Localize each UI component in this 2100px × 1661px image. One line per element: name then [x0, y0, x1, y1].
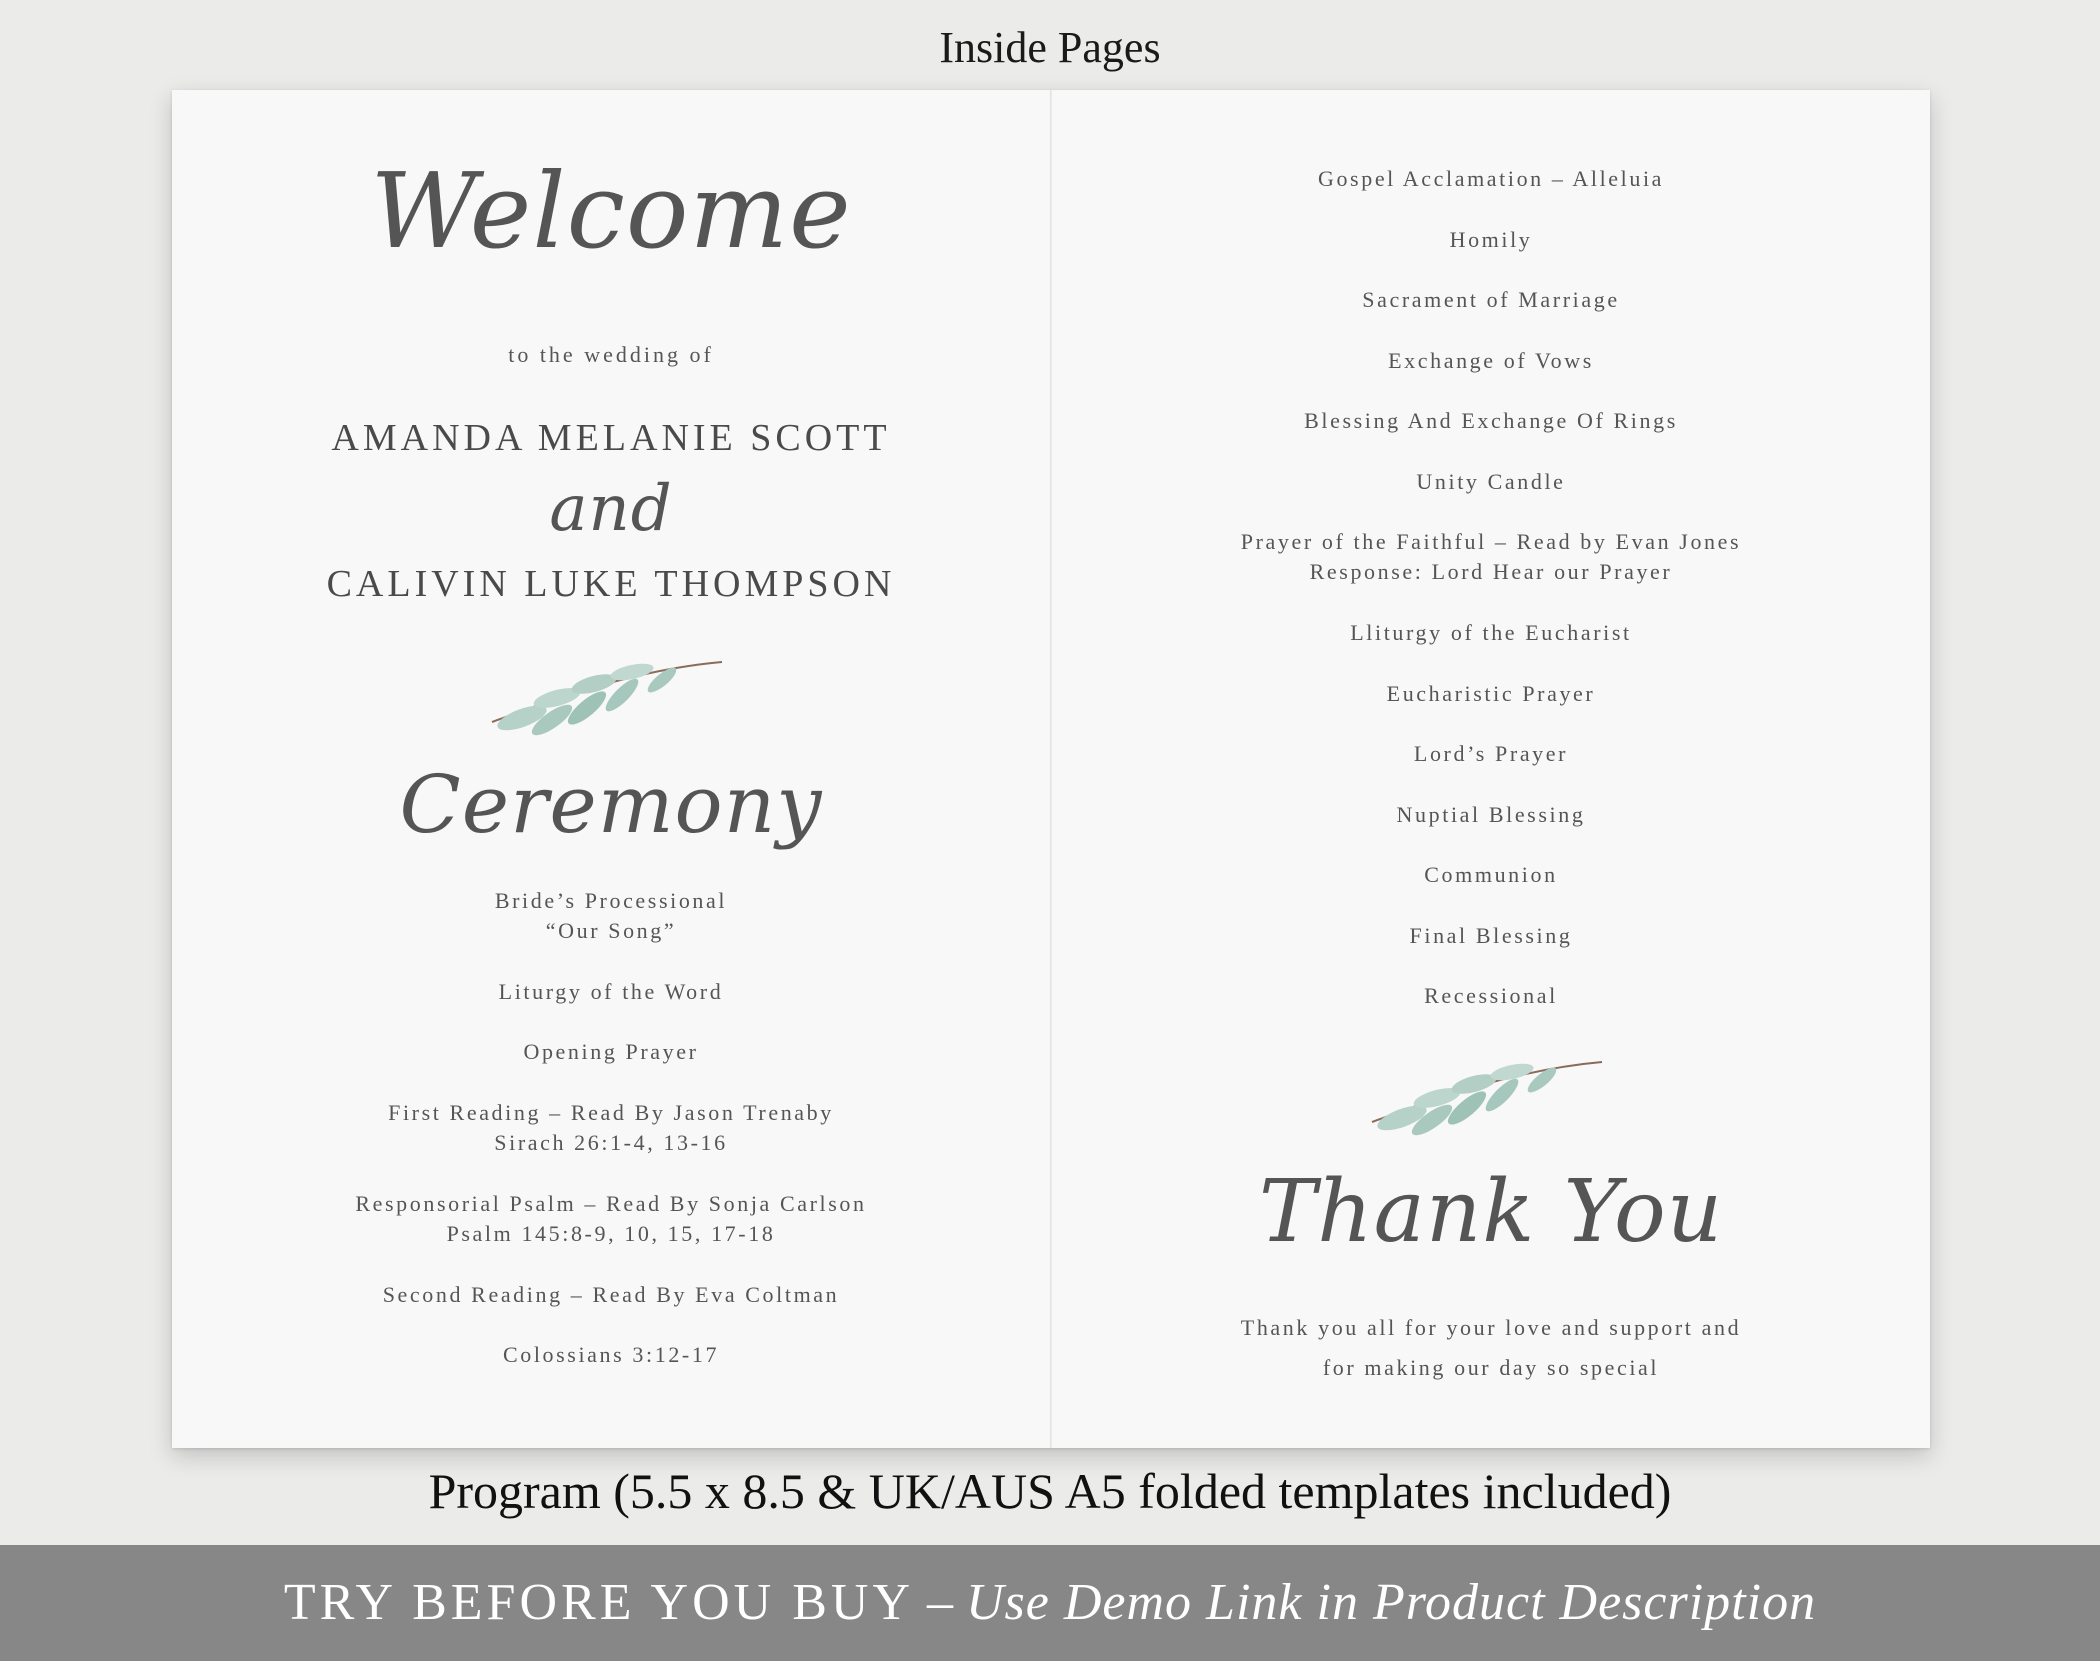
program-item: Nuptial Blessing — [1396, 802, 1586, 827]
welcome-heading: Welcome — [370, 150, 852, 272]
program-item: Bride’s Processional “Our Song” — [494, 888, 728, 943]
ceremony-heading: Ceremony — [399, 758, 823, 851]
program-item: Responsorial Psalm – Read By Sonja Carlson Psalm 145:8-9, 10, 15, 17-18 — [355, 1191, 867, 1246]
program-item: Gospel Acclamation – Alleluia — [1317, 166, 1665, 191]
eucalyptus-sprig-icon — [482, 650, 732, 740]
program-item: Lliturgy of the Eucharist — [1350, 620, 1632, 645]
and-script: and — [549, 472, 673, 546]
intro-text: to the wedding of — [508, 342, 714, 367]
name-two: CALIVIN LUKE THOMPSON — [326, 563, 896, 605]
name-one: AMANDA MELANIE SCOTT — [331, 417, 891, 459]
program-item: Unity Candle — [1416, 469, 1566, 494]
program-item: Recessional — [1424, 983, 1558, 1008]
program-sheet — [172, 90, 1930, 1448]
thank-you-heading: Thank You — [1258, 1162, 1724, 1262]
closing-message: Thank you all for your love and support and for making our day so special — [1240, 1315, 1742, 1380]
program-caption: Program (5.5 x 8.5 & UK/AUS A5 folded templates included) — [428, 1463, 1672, 1519]
program-item: Liturgy of the Word — [498, 979, 724, 1004]
program-item: Second Reading – Read By Eva Coltman — [382, 1282, 840, 1307]
left-page — [172, 90, 1050, 1448]
banner-italic: Use Demo Link in Product Description — [966, 1574, 1817, 1631]
program-item: First Reading – Read By Jason Trenaby Sirach 26:1-4, 13-16 — [388, 1100, 834, 1155]
program-item: Final Blessing — [1409, 923, 1573, 948]
program-item: Eucharistic Prayer — [1386, 681, 1596, 706]
program-item: Sacrament of Marriage — [1362, 287, 1620, 312]
program-item: Opening Prayer — [523, 1039, 699, 1064]
banner-dash: – — [914, 1574, 966, 1631]
demo-banner — [0, 1545, 2100, 1661]
program-item: Prayer of the Faithful – Read by Evan Jones Response: Lord Hear our Prayer — [1240, 529, 1742, 584]
program-item: Communion — [1424, 862, 1558, 887]
inside-pages-caption: Inside Pages — [939, 23, 1161, 72]
program-item: Lord’s Prayer — [1413, 741, 1569, 766]
program-item: Colossians 3:12-17 — [502, 1342, 720, 1367]
program-item: Exchange of Vows — [1388, 348, 1594, 373]
right-page — [1052, 90, 1930, 1448]
eucalyptus-sprig-icon — [1362, 1050, 1612, 1140]
program-item: Homily — [1449, 227, 1533, 252]
program-item: Blessing And Exchange Of Rings — [1304, 408, 1678, 433]
banner-caps: TRY BEFORE YOU BUY — [283, 1574, 914, 1631]
